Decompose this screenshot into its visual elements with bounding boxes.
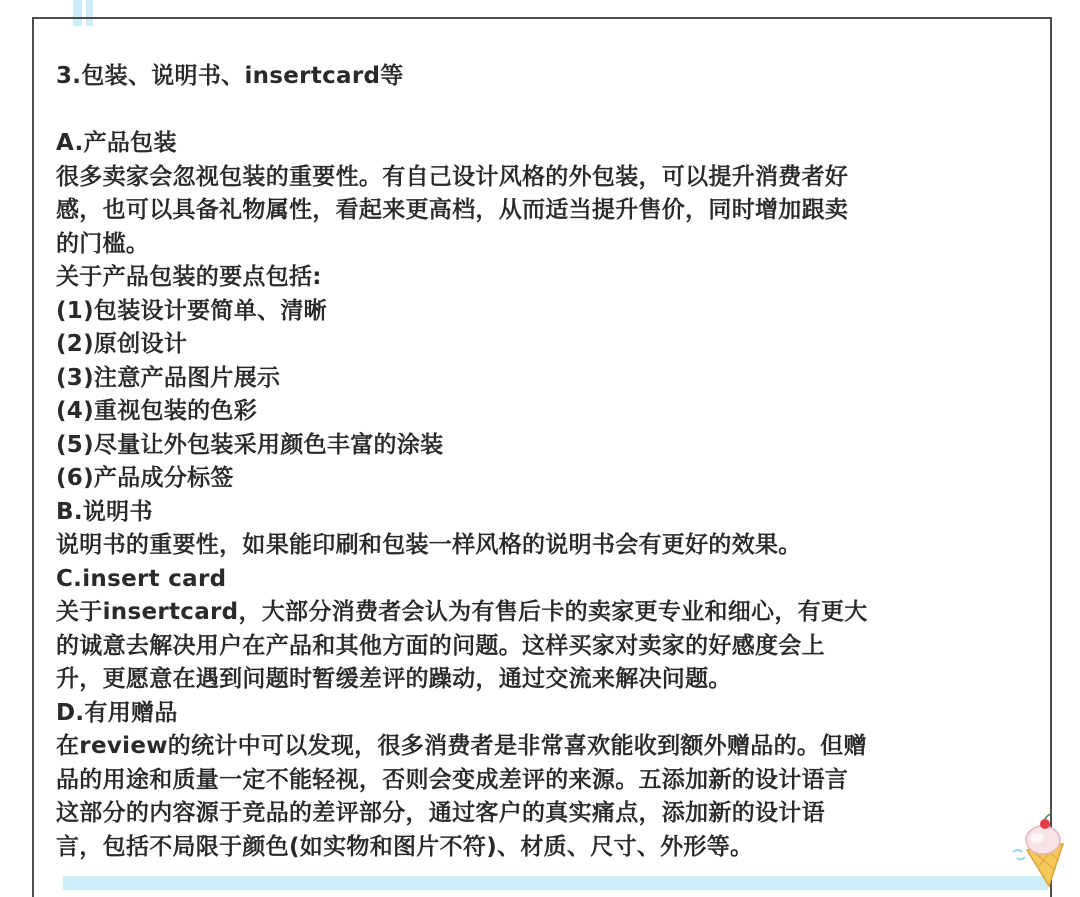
list-item: (1)包装设计要简单、清晰 bbox=[56, 297, 327, 324]
paragraph-line: 感，也可以具备礼物属性，看起来更高档，从而适当提升售价，同时增加跟卖 bbox=[56, 197, 849, 223]
heading-gifts: D.有用赠品 bbox=[56, 699, 178, 726]
paragraph-line: 这部分的内容源于竞品的差评部分，通过客户的真实痛点，添加新的设计语 bbox=[56, 800, 825, 826]
paragraph-line: 很多卖家会忽视包装的重要性。有自己设计风格的外包装，可以提升消费者好 bbox=[56, 163, 849, 190]
paragraph-line: 关于产品包装的要点包括: bbox=[56, 264, 322, 290]
blank-line bbox=[56, 94, 1041, 128]
heading-manual: B.说明书 bbox=[56, 498, 153, 525]
document-body bbox=[56, 60, 1041, 864]
paragraph-line: 言，包括不局限于颜色(如实物和图片不符)、材质、尺寸、外形等。 bbox=[56, 833, 754, 860]
heading-insert-card: C.insert card bbox=[56, 565, 227, 592]
list-item: (3)注意产品图片展示 bbox=[56, 364, 281, 391]
heading-packaging: A.产品包装 bbox=[56, 130, 177, 156]
paragraph-line: 升，更愿意在遇到问题时暂缓差评的躁动，通过交流来解决问题。 bbox=[56, 666, 732, 692]
list-item: (5)尽量让外包装采用颜色丰富的涂装 bbox=[56, 431, 444, 458]
bottom-accent-stripe bbox=[63, 876, 1048, 890]
ice-cream-cone-icon bbox=[1005, 808, 1075, 888]
paragraph-line: 的诚意去解决用户在产品和其他方面的问题。这样买家对卖家的好感度会上 bbox=[56, 632, 825, 659]
list-item: (4)重视包装的色彩 bbox=[56, 398, 258, 424]
paragraph-line: 说明书的重要性，如果能印刷和包装一样风格的说明书会有更好的效果。 bbox=[56, 532, 802, 558]
paragraph-line: 关于insertcard，大部分消费者会认为有售后卡的卖家更专业和细心，有更大 bbox=[56, 599, 868, 625]
paragraph-line: 品的用途和质量一定不能轻视，否则会变成差评的来源。五添加新的设计语言 bbox=[56, 766, 849, 793]
section-title: 3.包装、说明书、insertcard等 bbox=[56, 63, 404, 89]
list-item: (6)产品成分标签 bbox=[56, 465, 234, 491]
paragraph-line: 的门槛。 bbox=[56, 230, 150, 257]
list-item: (2)原创设计 bbox=[56, 331, 188, 357]
paragraph-line: 在review的统计中可以发现，很多消费者是非常喜欢能收到额外赠品的。但赠 bbox=[56, 733, 867, 759]
